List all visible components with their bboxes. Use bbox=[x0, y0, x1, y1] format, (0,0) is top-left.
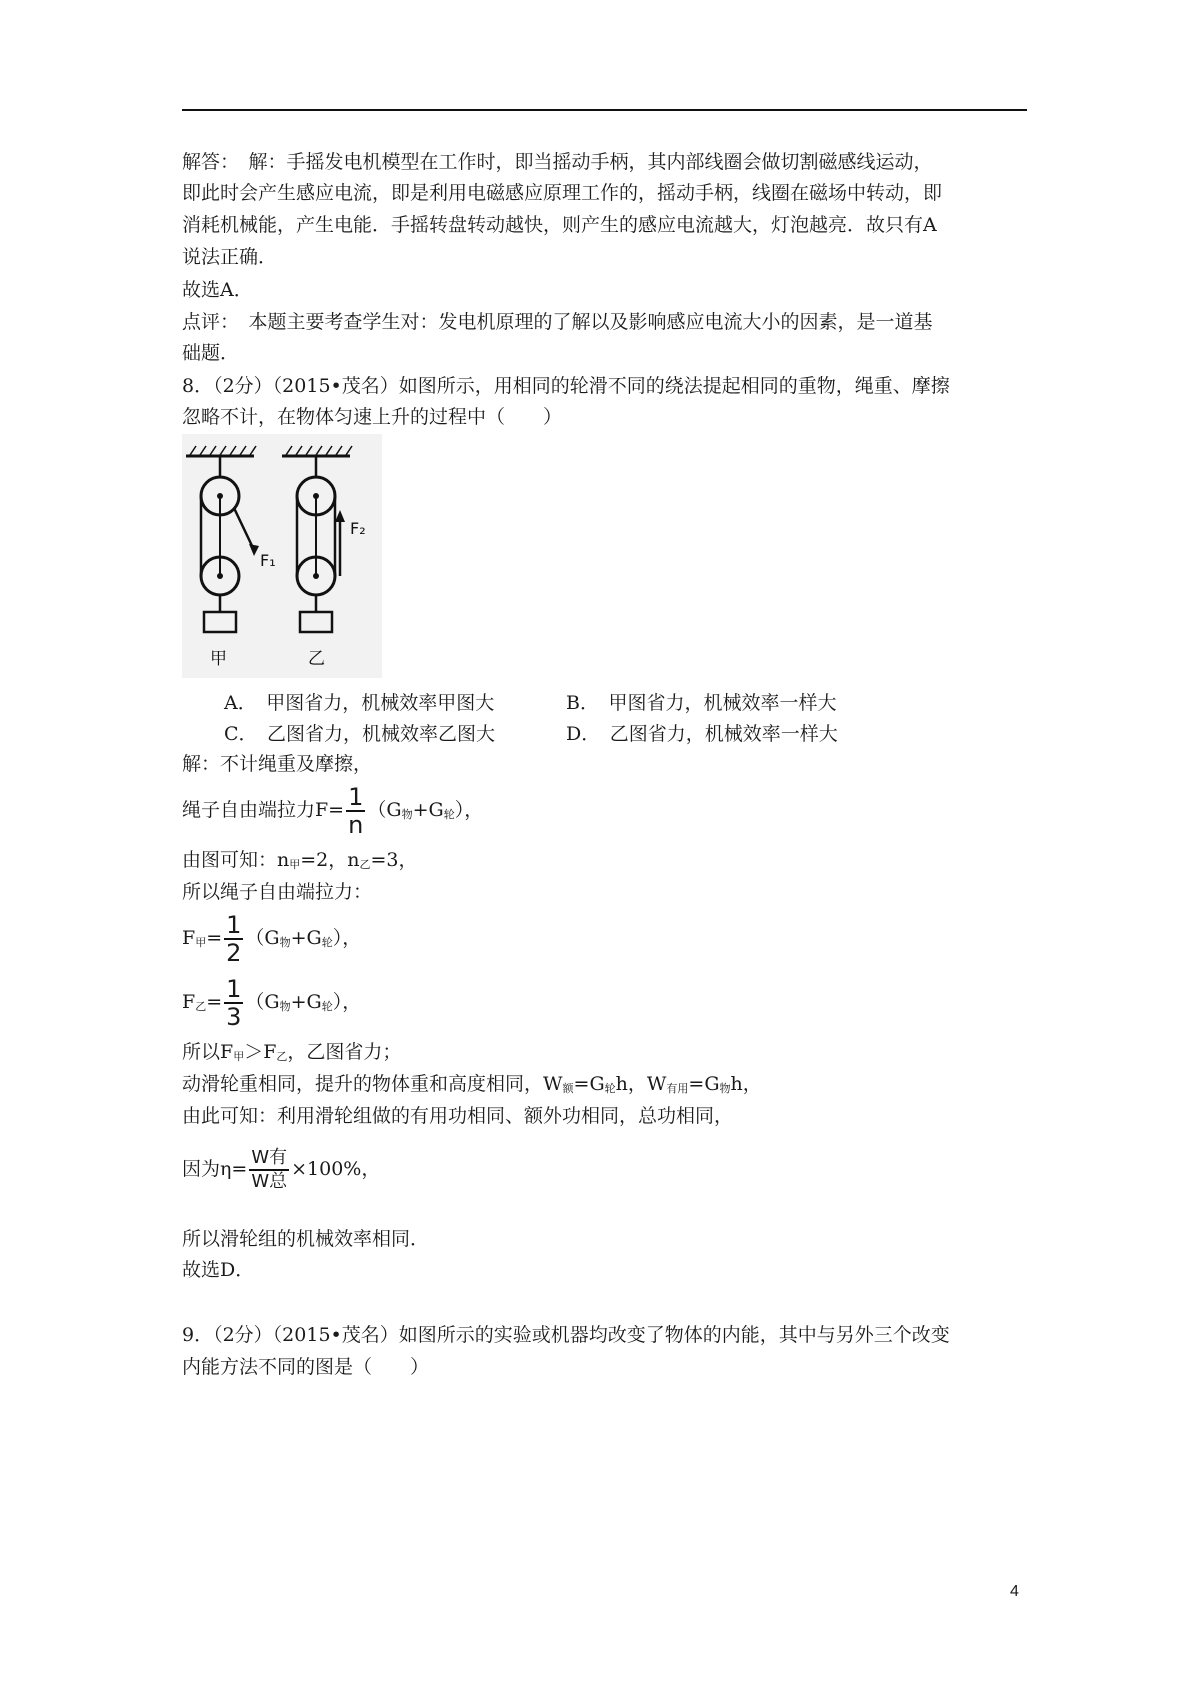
force-f1-label: F₁ bbox=[260, 551, 276, 570]
option-a: A． 甲图省力，机械效率甲图大 bbox=[224, 692, 495, 714]
option-d: D． 乙图省力，机械效率一样大 bbox=[566, 723, 838, 745]
force-f2-label: F₂ bbox=[350, 519, 366, 538]
solution-intro: 解：不计绳重及摩擦， bbox=[182, 753, 373, 775]
solution-efficiency-result: 所以滑轮组的机械效率相同． bbox=[182, 1228, 430, 1250]
comment-line-1: 点评： 本题主要考查学生对：发电机原理的了解以及影响感应电流大小的因素，是一道基 bbox=[182, 311, 933, 333]
formula-free-end-force: 绳子自由端拉力F= $\frac{1}{n}$ $(G_物+G_轮)$， bbox=[182, 783, 484, 839]
solution-work: 动滑轮重相同，提升的物体重和高度相同，$W_额=G_轮h$，$W_{有用}=G_物h$， bbox=[182, 1073, 762, 1095]
formula-f-jia: $F_甲=$ $\frac{1}{2}$ $(G_物+G_轮)$， bbox=[182, 911, 362, 967]
answer-choice: 故选A． bbox=[182, 279, 253, 301]
answer-choice-d: 故选D． bbox=[182, 1259, 255, 1281]
header-rule bbox=[182, 109, 1027, 111]
fraction-1-over-n: $\frac{1}{n}$ bbox=[348, 783, 364, 839]
question-8-line-2: 忽略不计，在物体匀速上升的过程中（ ） bbox=[182, 406, 563, 428]
option-c: C． 乙图省力，机械效率乙图大 bbox=[224, 723, 496, 745]
solution-comparison: 所以$F_甲>F_乙$，乙图省力； bbox=[182, 1041, 402, 1063]
solution-n-values: 由图可知：$n_甲=2$，$n_乙=3$， bbox=[182, 849, 418, 871]
figure-label-yi: 乙 bbox=[308, 649, 325, 669]
question-9-line-2: 内能方法不同的图是（ ） bbox=[182, 1356, 430, 1378]
pulley-figure bbox=[182, 434, 382, 678]
question-8-line-1: 8．（2分）（2015•茂名）如图所示，用相同的轮滑不同的绕法提起相同的重物，绳重、摩擦 bbox=[182, 375, 950, 397]
figure-label-jia: 甲 bbox=[210, 649, 227, 669]
fraction-1-over-3: $\frac{1}{3}$ bbox=[226, 975, 242, 1031]
fraction-1-over-2: $\frac{1}{2}$ bbox=[226, 911, 242, 967]
solution-conclusion: 由此可知：利用滑轮组做的有用功相同、额外功相同，总功相同， bbox=[182, 1105, 734, 1127]
answer-line-1: 解答： 解：手摇发电机模型在工作时，即当摇动手柄，其内部线圈会做切割磁感线运动， bbox=[182, 151, 933, 173]
page-number: 4 bbox=[1010, 1583, 1019, 1600]
formula-f-yi: $F_乙=$ $\frac{1}{3}$ $(G_物+G_轮)$， bbox=[182, 975, 362, 1031]
question-9-line-1: 9．（2分）（2015•茂名）如图所示的实验或机器均改变了物体的内能，其中与另外三个改变 bbox=[182, 1324, 950, 1346]
formula-efficiency: 因为η= $\frac{\text{W有}}{\text{W总}}$ ×100%， bbox=[182, 1147, 381, 1192]
answer-line-2: 即此时会产生感应电流，即是利用电磁感应原理工作的，摇动手柄，线圈在磁场中转动，即 bbox=[182, 182, 943, 204]
fraction-w-useful-over-w-total: $\frac{\text{W有}}{\text{W总}}$ bbox=[251, 1147, 288, 1192]
answer-line-3: 消耗机械能，产生电能．手摇转盘转动越快，则产生的感应电流越大，灯泡越亮．故只有A bbox=[182, 214, 937, 236]
option-b: B． 甲图省力，机械效率一样大 bbox=[566, 692, 837, 714]
comment-line-2: 础题． bbox=[182, 342, 240, 364]
pulley-diagram bbox=[182, 434, 382, 678]
answer-line-4: 说法正确． bbox=[182, 246, 278, 268]
solution-force-intro: 所以绳子自由端拉力： bbox=[182, 881, 373, 903]
